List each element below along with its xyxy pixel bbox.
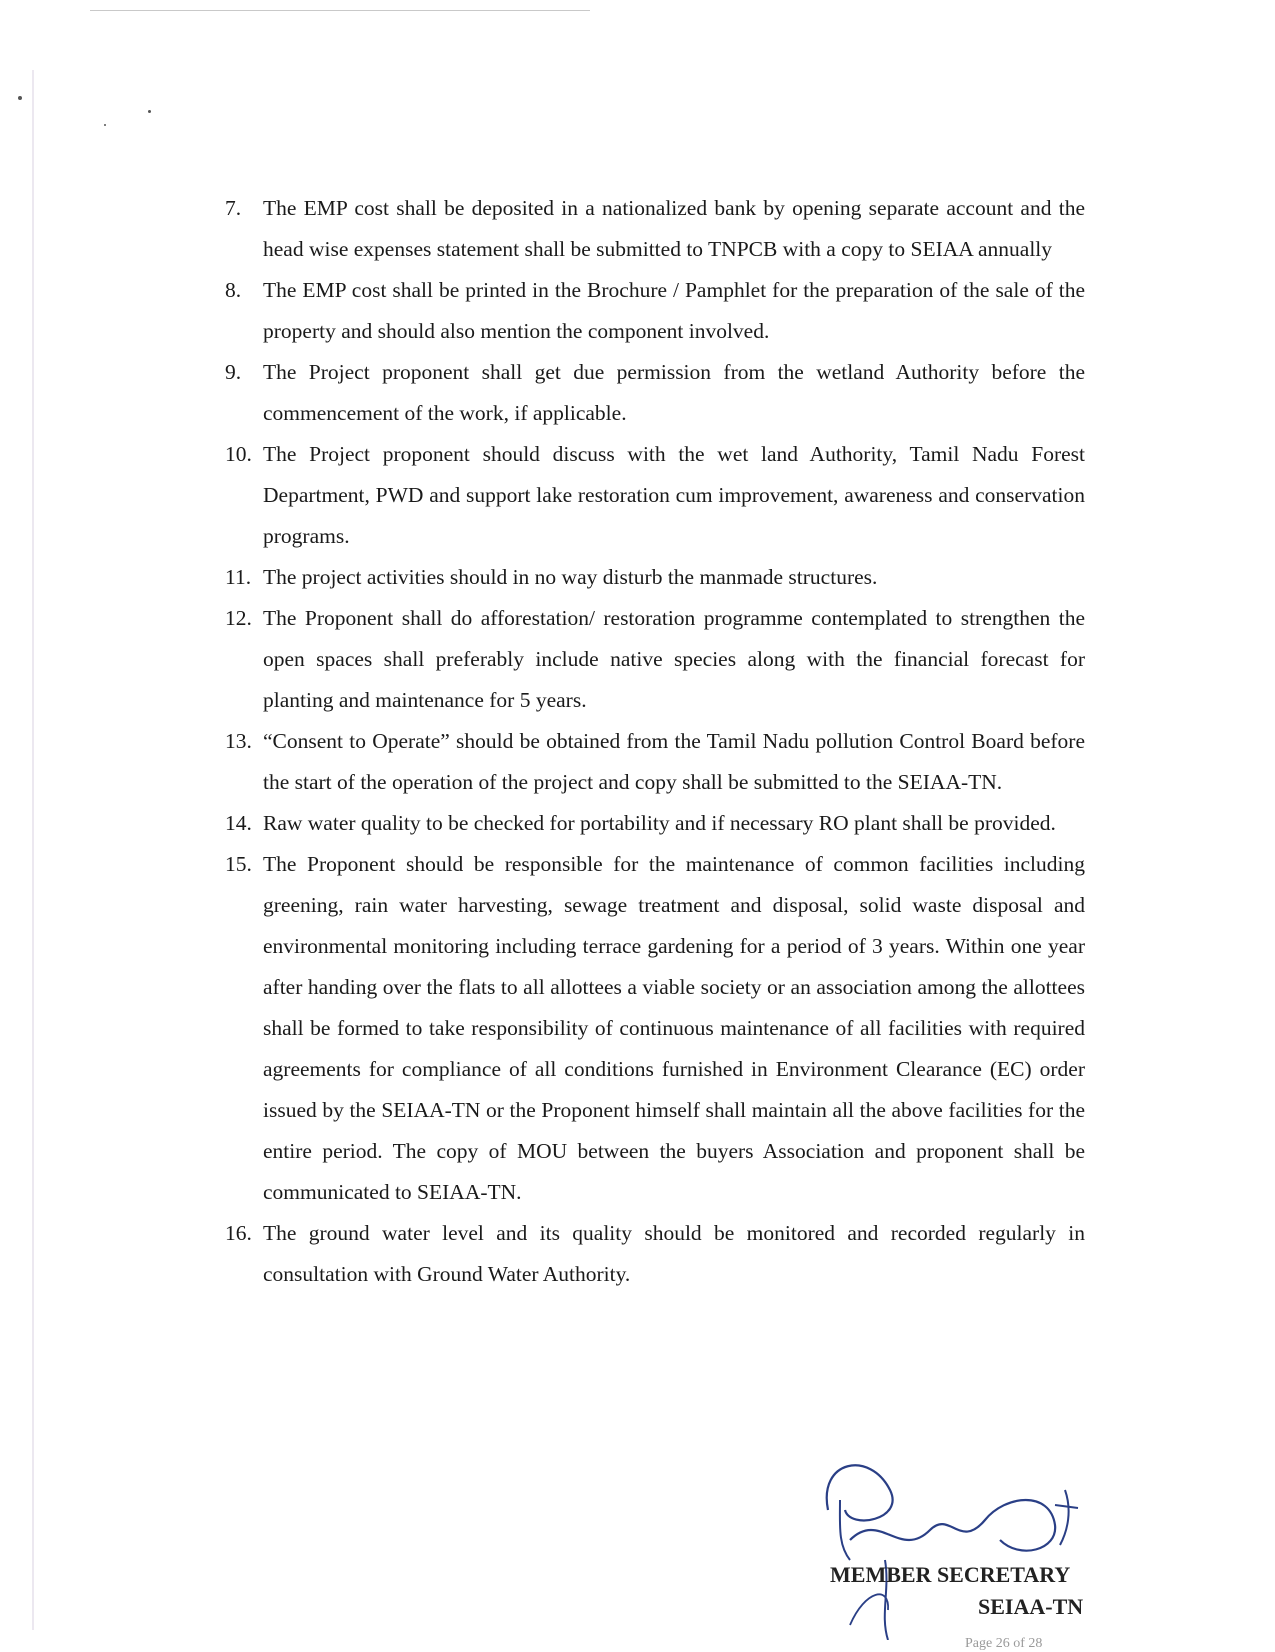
item-text: The Project proponent shall get due permission from the wetland Authority before the commencement of the work, if applicable.: [263, 360, 1085, 425]
page-footer: Page 26 of 28: [965, 1636, 1043, 1651]
item-text: The Project proponent should discuss with the wet land Authority, Tamil Nadu Forest Department, PWD and support lake restoration cum improvement, awareness and conservation programs.: [263, 442, 1085, 548]
item-text: The Proponent shall do afforestation/ restoration programme contemplated to strengthen the open spaces shall preferably include native species along with the financial forecast for planting and maintenance for 5 years.: [263, 606, 1085, 712]
list-item: 10. The Project proponent should discuss with the wet land Authority, Tamil Nadu Forest Department, PWD and support lake restoration cum improvement, awareness and conservation programs.: [225, 442, 1085, 548]
list-item: 8. The EMP cost shall be printed in the Brochure / Pamphlet for the preparation of the sale of the property and should also mention the component involved.: [225, 278, 1085, 343]
conditions-body: [225, 188, 1085, 1295]
list-item: 14. Raw water quality to be checked for portability and if necessary RO plant shall be provided.: [225, 811, 1056, 835]
list-item: 15. The Proponent should be responsible for the maintenance of common facilities including greening, rain water harvesting, sewage treatment and disposal, solid waste disposal and environmental monitoring including terrace gardening for a period of 3 years. Within one year after handing over the flats to all allottees a viable society or an association among the allottees shall be formed to take responsibility of continuous maintenance of all facilities with required agreements for compliance of all conditions furnished in Environment Clearance (EC) order issued by the SEIAA-TN or the Proponent himself shall maintain all the above facilities for the entire period. The copy of MOU between the buyers Association and proponent shall be communicated to SEIAA-TN.: [225, 852, 1085, 1204]
item-text: The ground water level and its quality should be monitored and recorded regularly in consultation with Ground Water Authority.: [263, 1221, 1085, 1286]
item-text: “Consent to Operate” should be obtained from the Tamil Nadu pollution Control Board before the start of the operation of the project and copy shall be submitted to the SEIAA-TN.: [263, 729, 1085, 794]
item-text: Raw water quality to be checked for portability and if necessary RO plant shall be provided.: [263, 811, 1056, 835]
list-item: 13. “Consent to Operate” should be obtained from the Tamil Nadu pollution Control Board before the start of the operation of the project and copy shall be submitted to the SEIAA-TN.: [225, 729, 1085, 794]
scan-speck: [104, 124, 106, 126]
signature-block: [810, 1450, 1110, 1640]
conditions-list: [225, 188, 1085, 1295]
item-text: The Proponent should be responsible for the maintenance of common facilities including greening, rain water harvesting, sewage treatment and disposal, solid waste disposal and environmental monitoring including terrace gardening for a period of 3 years. Within one year after handing over the flats to all allottees a viable society or an association among the allottees shall be formed to take responsibility of continuous maintenance of all facilities with required agreements for compliance of all conditions furnished in Environment Clearance (EC) order issued by the SEIAA-TN or the Proponent himself shall maintain all the above facilities for the entire period. The copy of MOU between the buyers Association and proponent shall be communicated to SEIAA-TN.: [263, 852, 1085, 1204]
list-item: 12. The Proponent shall do afforestation/ restoration programme contemplated to strengthen the open spaces shall preferably include native species along with the financial forecast for planting and maintenance for 5 years.: [225, 606, 1085, 712]
item-text: The EMP cost shall be deposited in a nationalized bank by opening separate account and the head wise expenses statement shall be submitted to TNPCB with a copy to SEIAA annually: [263, 196, 1085, 261]
item-text: The EMP cost shall be printed in the Brochure / Pamphlet for the preparation of the sale of the property and should also mention the component involved.: [263, 278, 1085, 343]
list-item: 11. The project activities should in no way disturb the manmade structures.: [225, 565, 878, 589]
signatory-title: MEMBER SECRETARY: [830, 1562, 1071, 1587]
item-text: The project activities should in no way disturb the manmade structures.: [263, 565, 878, 589]
scan-margin-shadow: [32, 70, 34, 1630]
list-item: 7. The EMP cost shall be deposited in a nationalized bank by opening separate account and the head wise expenses statement shall be submitted to TNPCB with a copy to SEIAA annually: [225, 196, 1085, 261]
signatory-organization: SEIAA-TN: [978, 1594, 1084, 1619]
scan-artifact-line: [90, 10, 590, 11]
list-item: 9. The Project proponent shall get due permission from the wetland Authority before the commencement of the work, if applicable.: [225, 360, 1085, 425]
list-item: 16. The ground water level and its quality should be monitored and recorded regularly in consultation with Ground Water Authority.: [225, 1221, 1085, 1286]
scan-speck: [148, 110, 151, 113]
scan-speck: [18, 96, 22, 100]
